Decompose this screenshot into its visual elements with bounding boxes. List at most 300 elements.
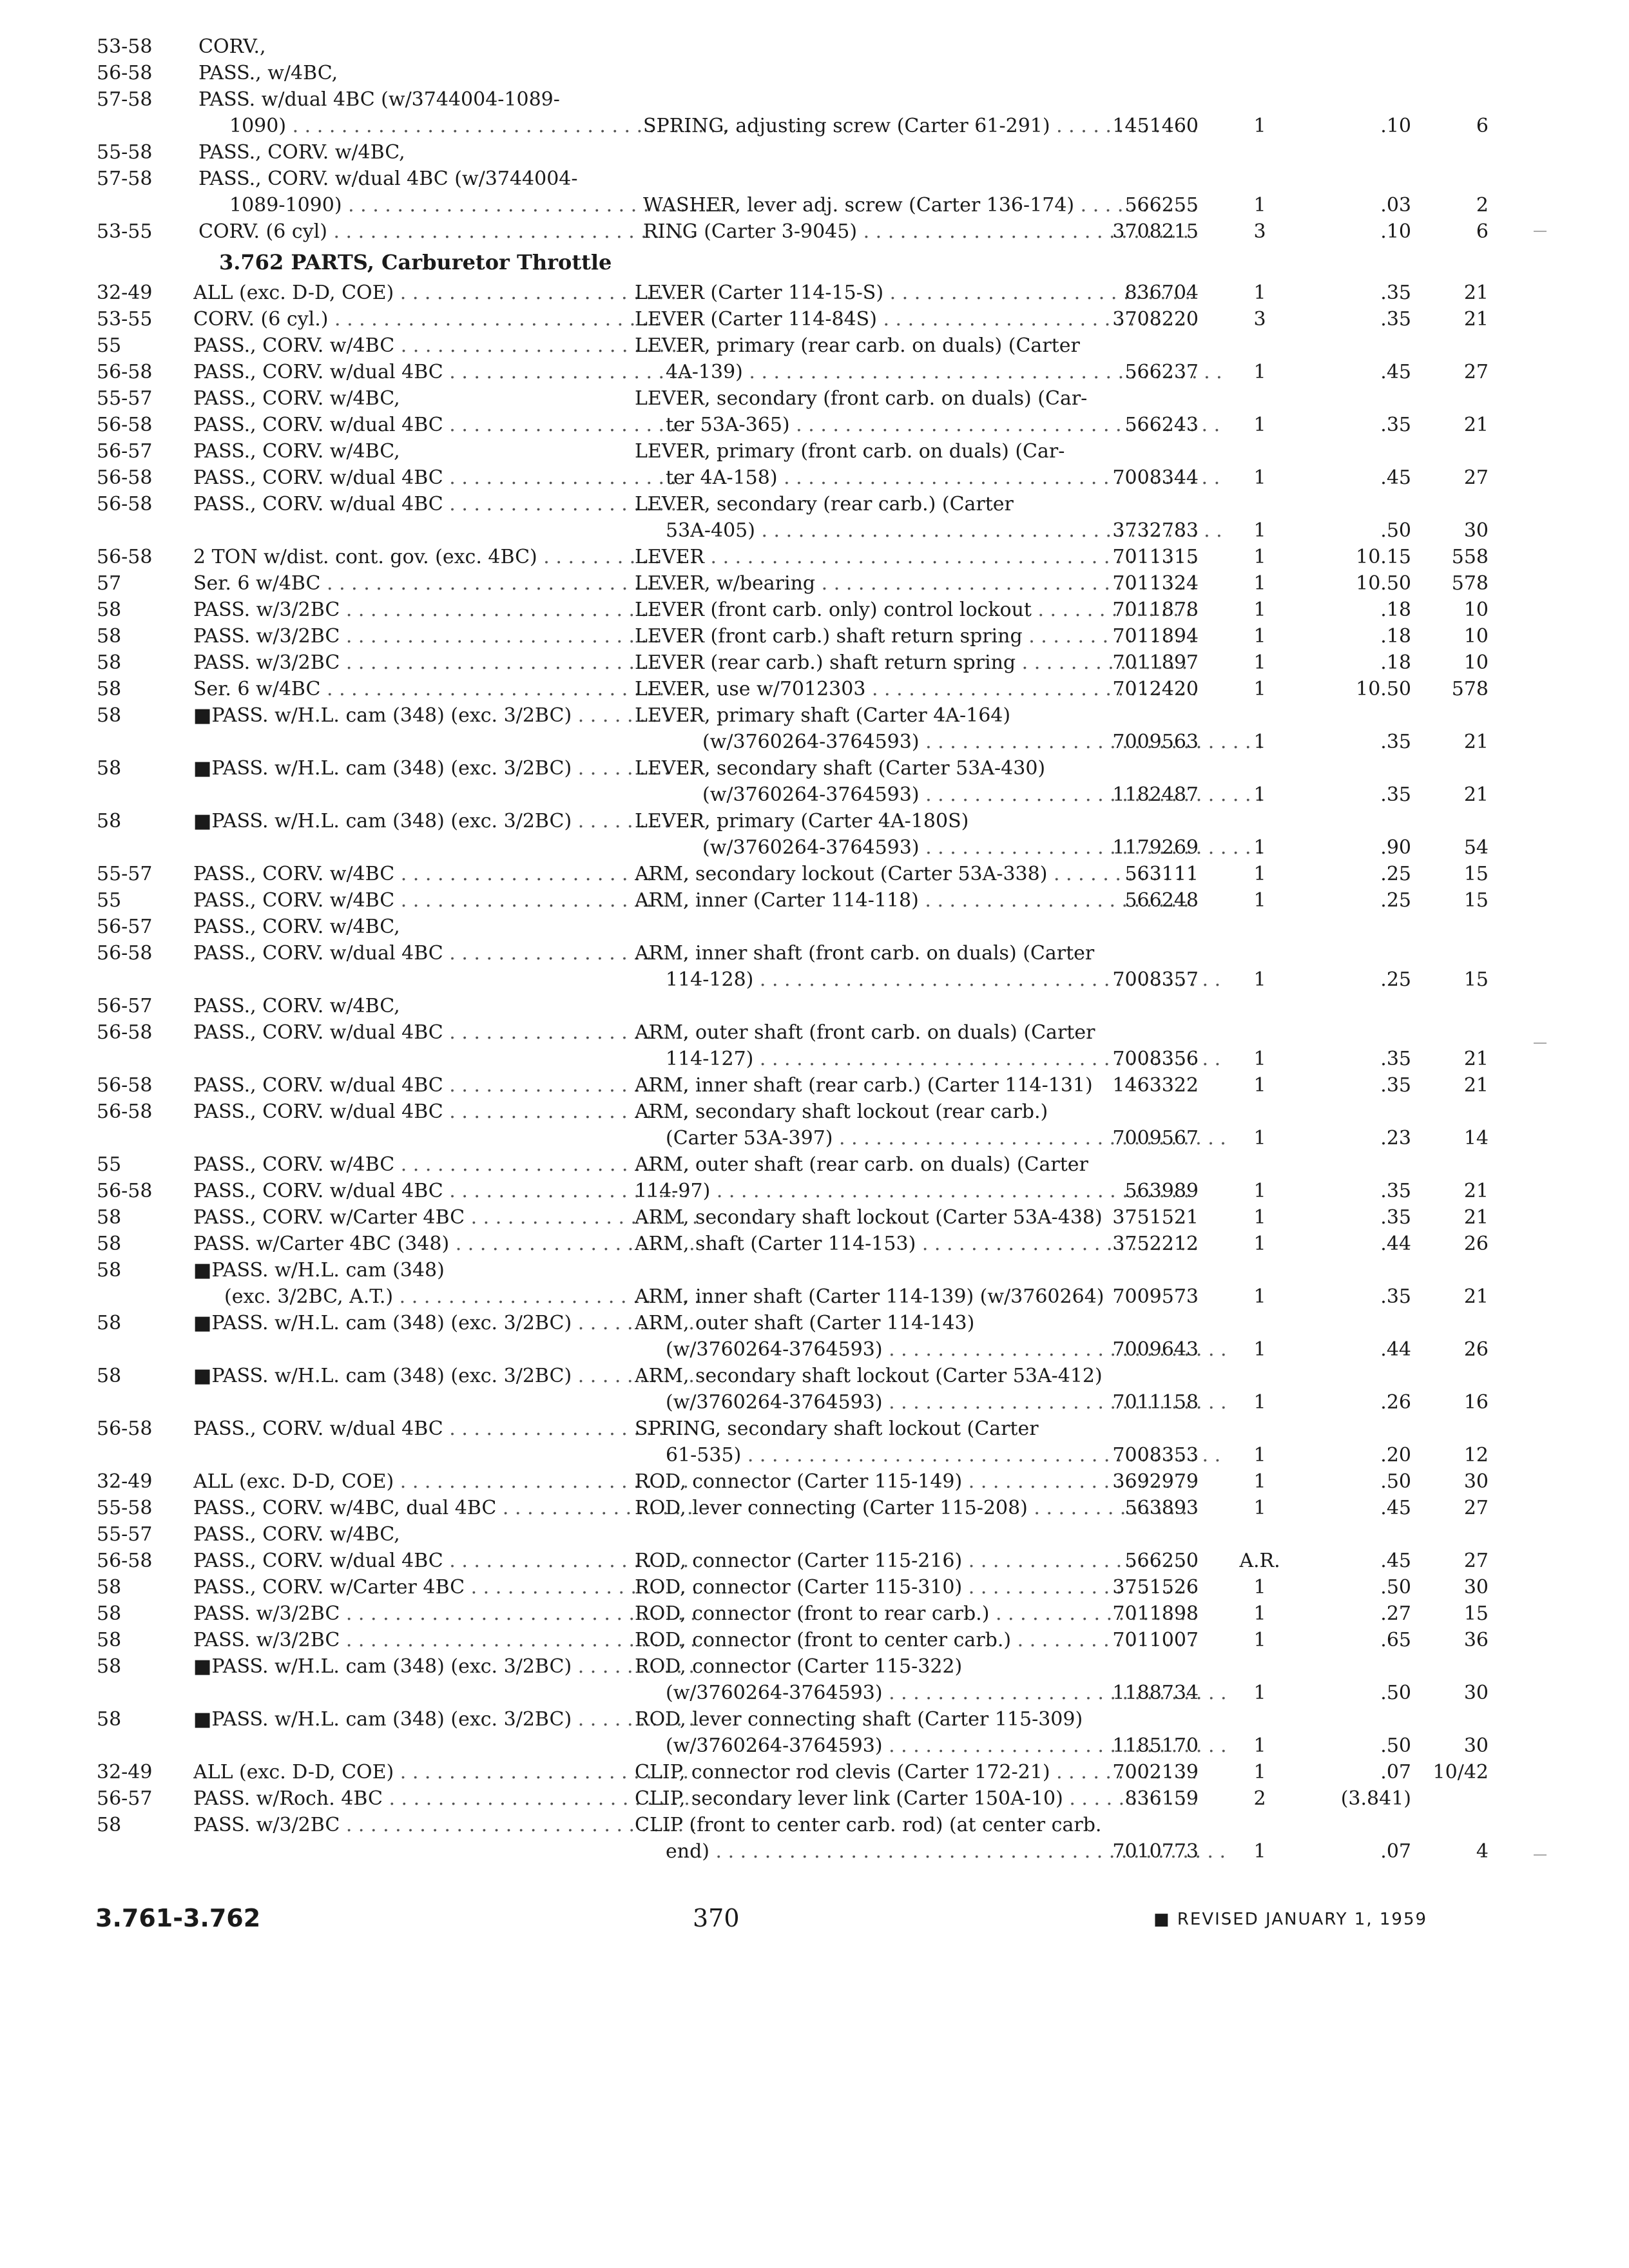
model-years: 58 — [97, 625, 122, 648]
application: PASS. w/Roch. 4BC . . . — [193, 1785, 696, 1812]
list-price: .18 — [1380, 651, 1411, 674]
model-years: 58 — [97, 1602, 122, 1625]
quantity: 1 — [1253, 889, 1266, 912]
part-description: ROD, lever connecting shaft (Carter 115-309) — [635, 1708, 1083, 1731]
unit-price: 15 — [1463, 863, 1489, 885]
model-years: 53-58 — [97, 35, 153, 58]
part-description: SPRING, secondary shaft lockout (Carter — [635, 1418, 1039, 1440]
list-price: .50 — [1380, 1735, 1411, 1757]
parts-row — [97, 192, 1489, 218]
unit-price: 6 — [1476, 220, 1489, 243]
parts-row — [97, 1336, 1489, 1363]
part-description: LEVER, use w/7012303 . . . — [635, 676, 1195, 702]
application: PASS., CORV. w/dual 4BC . . . — [193, 1548, 696, 1574]
application: 1089-1090) . . . — [198, 192, 732, 218]
list-price: .90 — [1380, 836, 1411, 859]
parts-row — [97, 385, 1450, 412]
parts-row — [97, 1759, 1489, 1785]
application: ■PASS. w/H.L. cam (348) (exc. 3/2BC) . . . — [193, 1363, 696, 1389]
list-price: .50 — [1380, 519, 1411, 542]
parts-row — [97, 306, 1489, 332]
part-description: 114-127) . . . — [635, 1046, 1226, 1072]
part-number: 1188734 — [1112, 1682, 1199, 1704]
list-price: .25 — [1380, 889, 1411, 912]
quantity: 1 — [1253, 282, 1266, 304]
list-price: .50 — [1380, 1576, 1411, 1599]
parts-row — [97, 940, 1450, 966]
application: PASS., CORV. w/Carter 4BC . . . — [193, 1574, 696, 1600]
parts-row — [97, 113, 1489, 139]
quantity: 1 — [1253, 599, 1266, 621]
part-number: 1179269 — [1112, 836, 1199, 859]
part-description: RING (Carter 3-9045) . . . — [643, 218, 1197, 245]
part-description: SPRING, adjusting screw (Carter 61-291) . . . — [643, 113, 1197, 139]
quantity: 1 — [1253, 115, 1266, 137]
part-description: ROD, connector (Carter 115-216) . . . — [635, 1548, 1195, 1574]
application: PASS., w/4BC, — [198, 62, 338, 84]
list-price: .44 — [1380, 1338, 1411, 1361]
application: ALL (exc. D-D, COE) . . . — [193, 280, 696, 306]
list-price: .35 — [1380, 308, 1411, 331]
part-description: CLIP (front to center carb. rod) (at center carb. — [635, 1814, 1102, 1836]
part-number: 3708215 — [1112, 220, 1199, 243]
application: PASS., CORV. w/dual 4BC . . . — [193, 1416, 696, 1442]
application: PASS., CORV. w/4BC, — [193, 387, 400, 410]
quantity: 1 — [1253, 1391, 1266, 1414]
unit-price: 21 — [1463, 282, 1489, 304]
parts-row — [97, 465, 1489, 491]
application: ■PASS. w/H.L. cam (348) (exc. 3/2BC) . . . — [193, 1706, 696, 1733]
model-years: 58 — [97, 651, 122, 674]
list-price: .35 — [1380, 282, 1411, 304]
model-years: 55-57 — [97, 387, 153, 410]
parts-row — [97, 1019, 1450, 1046]
parts-row — [97, 1046, 1489, 1072]
model-years: 55-57 — [97, 863, 153, 885]
application: ALL (exc. D-D, COE) . . . — [193, 1759, 696, 1785]
model-years: 58 — [97, 678, 122, 700]
part-description: (Carter 53A-397) . . . — [635, 1125, 1226, 1151]
list-price: .35 — [1380, 1285, 1411, 1308]
model-years: 58 — [97, 1814, 122, 1836]
parts-row — [97, 491, 1450, 517]
list-price: .35 — [1380, 1180, 1411, 1202]
part-number: 566248 — [1124, 889, 1199, 912]
quantity: 1 — [1253, 1206, 1266, 1229]
model-years: 56-57 — [97, 440, 153, 463]
part-number: 7010773 — [1112, 1840, 1199, 1863]
application: PASS., CORV. w/Carter 4BC . . . — [193, 1204, 696, 1231]
parts-row — [97, 1310, 1450, 1336]
quantity: 1 — [1253, 1840, 1266, 1863]
parts-row — [97, 1495, 1489, 1521]
parts-row — [97, 1733, 1489, 1759]
part-description: (w/3760264-3764593) . . . — [635, 1336, 1226, 1363]
part-number: 7011897 — [1112, 651, 1199, 674]
model-years: 56-58 — [97, 1180, 153, 1202]
part-description: LEVER (front carb.) shaft return spring . . . — [635, 623, 1195, 649]
model-years: 53-55 — [97, 308, 153, 331]
part-description: ter 4A-158) . . . — [635, 465, 1226, 491]
parts-row — [97, 1151, 1450, 1178]
unit-price: 10/42 — [1432, 1761, 1489, 1783]
unit-price: 2 — [1476, 194, 1489, 216]
parts-row — [97, 1521, 1450, 1548]
part-number: 836159 — [1124, 1787, 1199, 1810]
model-years: 32-49 — [97, 282, 153, 304]
unit-price: 10 — [1463, 651, 1489, 674]
parts-row — [97, 1072, 1489, 1099]
application: PASS. w/3/2BC . . . — [193, 1812, 696, 1838]
application: PASS. w/Carter 4BC (348) . . . — [193, 1231, 696, 1257]
parts-row — [97, 887, 1489, 914]
part-description: LEVER, primary (front carb. on duals) (Car- — [635, 440, 1065, 463]
list-price: (3.841) — [1340, 1787, 1411, 1810]
model-years: 58 — [97, 1206, 122, 1229]
list-price: .23 — [1380, 1127, 1411, 1149]
model-years: 55-57 — [97, 1523, 153, 1546]
parts-row — [97, 1442, 1489, 1468]
parts-row — [97, 280, 1489, 306]
parts-row — [97, 1257, 1450, 1283]
parts-row — [97, 1548, 1489, 1574]
part-description: ARM, inner (Carter 114-118) . . . — [635, 887, 1195, 914]
part-number: 7002139 — [1112, 1761, 1199, 1783]
model-years: 56-57 — [97, 995, 153, 1017]
quantity: 1 — [1253, 968, 1266, 991]
part-number: 7009573 — [1112, 1285, 1199, 1308]
margin-mark — [1534, 1854, 1547, 1856]
part-description: LEVER (Carter 114-15-S) . . . — [635, 280, 1195, 306]
model-years: 56-58 — [97, 466, 153, 489]
unit-price: 15 — [1463, 1602, 1489, 1625]
parts-row — [97, 86, 1450, 113]
model-years: 58 — [97, 1629, 122, 1651]
list-price: .25 — [1380, 863, 1411, 885]
parts-row — [97, 702, 1450, 729]
list-price: .10 — [1380, 115, 1411, 137]
parts-row — [97, 1574, 1489, 1600]
parts-row — [97, 808, 1450, 834]
part-number: 563111 — [1124, 863, 1199, 885]
model-years: 57 — [97, 572, 122, 595]
parts-row — [97, 139, 1450, 166]
model-years: 57-58 — [97, 88, 153, 111]
part-number: 7009563 — [1112, 731, 1199, 753]
unit-price: 21 — [1463, 414, 1489, 436]
part-description: ROD, lever connecting (Carter 115-208) . . . — [635, 1495, 1195, 1521]
model-years: 58 — [97, 704, 122, 727]
parts-row — [97, 1627, 1489, 1653]
quantity: A.R. — [1239, 1550, 1280, 1572]
model-years: 56-58 — [97, 942, 153, 965]
part-number: 7011324 — [1112, 572, 1199, 595]
list-price: .25 — [1380, 968, 1411, 991]
application: PASS., CORV. w/dual 4BC . . . — [193, 465, 696, 491]
parts-row — [97, 1204, 1489, 1231]
part-number: 7011898 — [1112, 1602, 1199, 1625]
unit-price: 36 — [1463, 1629, 1489, 1651]
application: PASS. w/3/2BC . . . — [193, 1627, 696, 1653]
model-years: 58 — [97, 1365, 122, 1387]
application: PASS. w/3/2BC . . . — [193, 649, 696, 676]
parts-row — [97, 218, 1489, 245]
model-years: 58 — [97, 599, 122, 621]
part-description: ARM, secondary lockout (Carter 53A-338) . . . — [635, 861, 1195, 887]
unit-price: 27 — [1463, 1497, 1489, 1519]
list-price: .35 — [1380, 783, 1411, 806]
list-price: .35 — [1380, 731, 1411, 753]
application: ■PASS. w/H.L. cam (348) (exc. 3/2BC) . . . — [193, 1653, 696, 1680]
part-description: LEVER (front carb. only) control lockout . . . — [635, 597, 1195, 623]
quantity: 1 — [1253, 1497, 1266, 1519]
section-heading: 3.762 PARTS, Carburetor Throttle — [219, 250, 612, 274]
model-years: 56-57 — [97, 916, 153, 938]
model-years: 56-58 — [97, 62, 153, 84]
application: PASS., CORV. w/4BC . . . — [193, 887, 696, 914]
application: ■PASS. w/H.L. cam (348) (exc. 3/2BC) . . . — [193, 702, 696, 729]
unit-price: 26 — [1463, 1338, 1489, 1361]
unit-price: 21 — [1463, 1074, 1489, 1097]
parts-row — [97, 1099, 1450, 1125]
parts-row — [97, 1785, 1450, 1812]
list-price: .45 — [1380, 361, 1411, 383]
parts-list — [97, 34, 1489, 1865]
part-description: ROD, connector (front to center carb.) . . . — [635, 1627, 1195, 1653]
quantity: 1 — [1253, 1338, 1266, 1361]
model-years: 56-58 — [97, 1021, 153, 1044]
application: PASS., CORV. w/dual 4BC . . . — [193, 1072, 696, 1099]
part-description: (w/3760264-3764593) . . . — [635, 1680, 1226, 1706]
parts-row — [97, 438, 1450, 465]
unit-price: 578 — [1451, 678, 1489, 700]
quantity: 1 — [1253, 863, 1266, 885]
parts-row — [97, 359, 1489, 385]
part-description: ARM, inner shaft (rear carb.) (Carter 114-131) — [635, 1074, 1093, 1097]
part-description: (w/3760264-3764593) . . . — [635, 1389, 1226, 1416]
unit-price: 27 — [1463, 466, 1489, 489]
model-years: 56-58 — [97, 1418, 153, 1440]
parts-row — [97, 60, 1450, 86]
part-description: CLIP, secondary lever link (Carter 150A-10) . . . — [635, 1785, 1195, 1812]
part-description: LEVER . . . — [635, 544, 1195, 570]
application: PASS., CORV. w/4BC, — [193, 995, 400, 1017]
model-years: 32-49 — [97, 1470, 153, 1493]
application: 1090) . . . — [198, 113, 732, 139]
part-number: 7009567 — [1112, 1127, 1199, 1149]
quantity: 1 — [1253, 783, 1266, 806]
list-price: .18 — [1380, 625, 1411, 648]
part-description: ROD, connector (Carter 115-322) — [635, 1655, 963, 1678]
application: CORV., — [198, 35, 266, 58]
parts-row — [97, 914, 1450, 940]
quantity: 1 — [1253, 731, 1266, 753]
list-price: .20 — [1380, 1444, 1411, 1466]
part-number: 7008344 — [1112, 466, 1199, 489]
unit-price: 21 — [1463, 1048, 1489, 1070]
footer-section-number: 3.761-3.762 — [95, 1904, 261, 1932]
list-price: .27 — [1380, 1602, 1411, 1625]
list-price: .45 — [1380, 1497, 1411, 1519]
part-number: 3751521 — [1112, 1206, 1199, 1229]
parts-row — [97, 782, 1489, 808]
quantity: 3 — [1253, 220, 1266, 243]
quantity: 1 — [1253, 1048, 1266, 1070]
part-description: LEVER, w/bearing . . . — [635, 570, 1195, 597]
part-description: ARM, inner shaft (Carter 114-139) (w/3760264) — [635, 1285, 1104, 1308]
model-years: 57-58 — [97, 168, 153, 190]
list-price: .45 — [1380, 1550, 1411, 1572]
unit-price: 30 — [1463, 1576, 1489, 1599]
application: Ser. 6 w/4BC . . . — [193, 570, 696, 597]
quantity: 1 — [1253, 1233, 1266, 1255]
part-description: ARM, secondary shaft lockout (rear carb.) — [635, 1100, 1048, 1123]
margin-mark — [1534, 231, 1547, 232]
part-description: LEVER, primary shaft (Carter 4A-164) — [635, 704, 1011, 727]
model-years: 55-58 — [97, 141, 153, 164]
unit-price: 15 — [1463, 889, 1489, 912]
part-description: ROD, connector (Carter 115-310) . . . — [635, 1574, 1195, 1600]
model-years: 56-58 — [97, 1550, 153, 1572]
part-description: ter 53A-365) . . . — [635, 412, 1226, 438]
parts-row — [97, 34, 1450, 60]
quantity: 3 — [1253, 308, 1266, 331]
parts-row — [97, 1468, 1489, 1495]
model-years: 56-58 — [97, 1100, 153, 1123]
model-years: 56-58 — [97, 546, 153, 568]
part-number: 7008356 — [1112, 1048, 1199, 1070]
quantity: 1 — [1253, 1682, 1266, 1704]
quantity: 1 — [1253, 572, 1266, 595]
application: CORV. (6 cyl) . . . — [198, 218, 701, 245]
part-number: 7009643 — [1112, 1338, 1199, 1361]
part-description: ARM, secondary shaft lockout (Carter 53A-412) — [635, 1365, 1103, 1387]
part-number: 7011878 — [1112, 599, 1199, 621]
application: ■PASS. w/H.L. cam (348) (exc. 3/2BC) . . . — [193, 808, 696, 834]
application: Ser. 6 w/4BC . . . — [193, 676, 696, 702]
parts-row — [97, 597, 1489, 623]
part-description: (w/3760264-3764593) . . . — [635, 1733, 1226, 1759]
model-years: 58 — [97, 1576, 122, 1599]
part-number: 3708220 — [1112, 308, 1199, 331]
parts-row — [97, 517, 1489, 544]
part-number: 7008357 — [1112, 968, 1199, 991]
parts-row — [97, 1231, 1489, 1257]
model-years: 56-58 — [97, 1074, 153, 1097]
part-description: CLIP, connector rod clevis (Carter 172-21) . . . — [635, 1759, 1195, 1785]
model-years: 32-49 — [97, 1761, 153, 1783]
application: ALL (exc. D-D, COE) . . . — [193, 1468, 696, 1495]
unit-price: 30 — [1463, 1470, 1489, 1493]
part-description: ARM, secondary shaft lockout (Carter 53A-438) — [635, 1206, 1103, 1229]
model-years: 58 — [97, 1312, 122, 1334]
margin-mark — [1534, 1043, 1547, 1044]
part-description: LEVER (Carter 114-84S) . . . — [635, 306, 1195, 332]
part-description: (w/3760264-3764593) . . . — [635, 782, 1263, 808]
application: PASS., CORV. w/4BC . . . — [193, 1151, 696, 1178]
part-number: 7011315 — [1112, 546, 1199, 568]
part-description: LEVER, secondary (front carb. on duals) (Car- — [635, 387, 1088, 410]
list-price: .35 — [1380, 1206, 1411, 1229]
application: PASS., CORV. w/dual 4BC . . . — [193, 940, 696, 966]
parts-row — [97, 1416, 1450, 1442]
application: PASS., CORV. w/4BC . . . — [193, 332, 696, 359]
part-description: WASHER, lever adj. screw (Carter 136-174) . . . — [643, 192, 1197, 218]
model-years: 53-55 — [97, 220, 153, 243]
list-price: .10 — [1380, 220, 1411, 243]
list-price: .26 — [1380, 1391, 1411, 1414]
application: PASS., CORV. w/4BC, dual 4BC . . . — [193, 1495, 696, 1521]
parts-row — [97, 1680, 1489, 1706]
part-number: 7012420 — [1112, 678, 1199, 700]
part-number: 7011158 — [1112, 1391, 1199, 1414]
model-years: 58 — [97, 1708, 122, 1731]
quantity: 1 — [1253, 519, 1266, 542]
application: PASS., CORV. w/dual 4BC . . . — [193, 1019, 696, 1046]
unit-price: 26 — [1463, 1233, 1489, 1255]
application: ■PASS. w/H.L. cam (348) (exc. 3/2BC) . . . — [193, 755, 696, 782]
part-description: 114-128) . . . — [635, 966, 1226, 993]
parts-row — [97, 332, 1450, 359]
application: PASS., CORV. w/dual 4BC . . . — [193, 1178, 696, 1204]
quantity: 1 — [1253, 1285, 1266, 1308]
application: PASS., CORV. w/4BC . . . — [193, 861, 696, 887]
quantity: 1 — [1253, 1074, 1266, 1097]
list-price: 10.50 — [1356, 678, 1411, 700]
parts-row — [97, 166, 1450, 192]
parts-row — [97, 1706, 1450, 1733]
quantity: 1 — [1253, 651, 1266, 674]
application: PASS. w/3/2BC . . . — [193, 597, 696, 623]
model-years: 56-58 — [97, 493, 153, 515]
list-price: .03 — [1380, 194, 1411, 216]
unit-price: 21 — [1463, 1206, 1489, 1229]
part-number: 1182487 — [1112, 783, 1199, 806]
quantity: 1 — [1253, 414, 1266, 436]
application: CORV. (6 cyl.) . . . — [193, 306, 696, 332]
application: PASS. w/3/2BC . . . — [193, 623, 696, 649]
footer-page-number: 370 — [693, 1904, 740, 1932]
part-number: 566237 — [1124, 361, 1199, 383]
parts-row — [97, 861, 1489, 887]
model-years: 55-58 — [97, 1497, 153, 1519]
part-description: LEVER, primary (Carter 4A-180S) — [635, 810, 969, 832]
parts-row — [97, 1178, 1489, 1204]
parts-row — [97, 1600, 1489, 1627]
quantity: 1 — [1253, 1602, 1266, 1625]
unit-price: 30 — [1463, 519, 1489, 542]
application: PASS., CORV. w/dual 4BC . . . — [193, 412, 696, 438]
part-number: 566255 — [1124, 194, 1199, 216]
unit-price: 14 — [1463, 1127, 1489, 1149]
part-number: 563989 — [1124, 1180, 1199, 1202]
part-number: 3692979 — [1112, 1470, 1199, 1493]
part-description: ARM, outer shaft (Carter 114-143) — [635, 1312, 975, 1334]
model-years: 56-58 — [97, 361, 153, 383]
model-years: 58 — [97, 1233, 122, 1255]
model-years: 58 — [97, 810, 122, 832]
part-description: 53A-405) . . . — [635, 517, 1226, 544]
parts-row — [97, 755, 1450, 782]
part-description: ARM, outer shaft (rear carb. on duals) (Carter — [635, 1153, 1088, 1176]
parts-row — [97, 623, 1489, 649]
part-number: 1463322 — [1112, 1074, 1199, 1097]
part-number: 3732783 — [1112, 519, 1199, 542]
part-number: 7011894 — [1112, 625, 1199, 648]
application: ■PASS. w/H.L. cam (348) (exc. 3/2BC) . . . — [193, 1310, 696, 1336]
parts-row — [97, 993, 1450, 1019]
list-price: .44 — [1380, 1233, 1411, 1255]
